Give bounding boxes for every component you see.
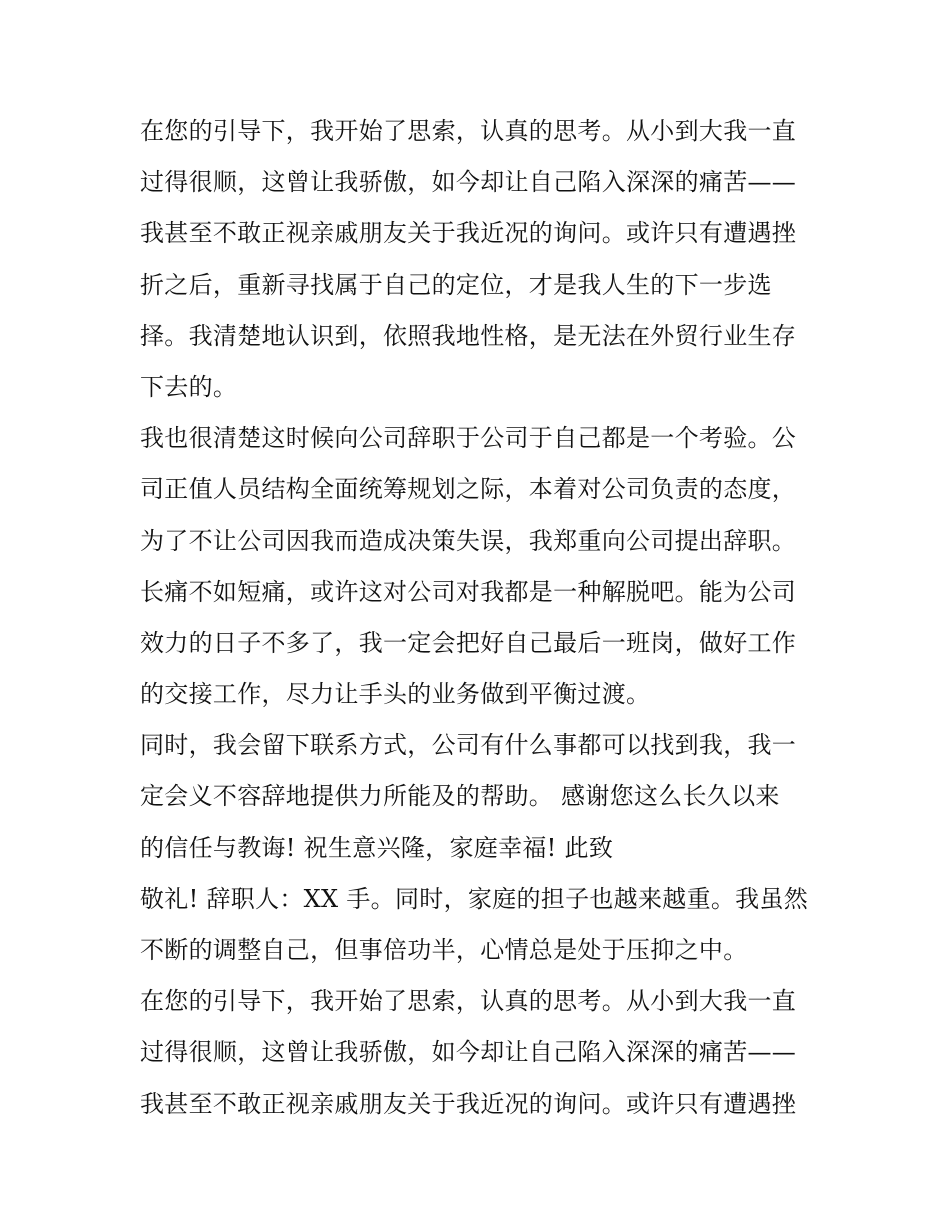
text-line: 效力的日子不多了，我一定会把好自己最后一班岗，做好工作: [140, 628, 797, 657]
text-line: 我也很清楚这时候向公司辞职于公司于自己都是一个考验。公: [140, 424, 797, 453]
text-line: 为了不让公司因我而造成决策失误，我郑重向公司提出辞职。: [140, 526, 797, 555]
text-line: 折之后，重新寻找属于自己的定位，才是我人生的下一步选: [140, 270, 772, 299]
text-line: 过得很顺，这曾让我骄傲，如今却让自己陷入深深的痛苦——: [140, 1038, 797, 1067]
text-line: 的交接工作，尽力让手头的业务做到平衡过渡。: [140, 680, 651, 709]
document-body: [140, 106, 820, 1130]
text-line: 下去的。: [140, 372, 238, 401]
text-line: 过得很顺，这曾让我骄傲，如今却让自己陷入深深的痛苦——: [140, 168, 797, 197]
text-line: 长痛不如短痛，或许这对公司对我都是一种解脱吧。能为公司: [140, 577, 797, 606]
text-line: 定会义不容辞地提供力所能及的帮助。 感谢您这么长久以来: [140, 782, 780, 811]
text-line: 司正值人员结构全面统筹规划之际，本着对公司负责的态度，: [140, 475, 797, 504]
text-line: 我甚至不敢正视亲戚朋友关于我近况的询问。或许只有遭遇挫: [140, 219, 797, 248]
text-line: 敬礼! 辞职人：XX 手。同时，家庭的担子也越来越重。我虽然: [140, 884, 809, 913]
text-line: 的信任与教诲! 祝生意兴隆，家庭幸福! 此致: [140, 833, 614, 862]
text-line: 择。我清楚地认识到，依照我地性格，是无法在外贸行业生存: [140, 321, 797, 350]
text-line: 在您的引导下，我开始了思索，认真的思考。从小到大我一直: [140, 117, 797, 145]
text-line: 同时，我会留下联系方式，公司有什么事都可以找到我，我一: [140, 731, 797, 760]
text-line: 我甚至不敢正视亲戚朋友关于我近况的询问。或许只有遭遇挫: [140, 1089, 797, 1118]
text-line: 不断的调整自己，但事倍功半，心情总是处于压抑之中。: [140, 936, 748, 964]
text-line: 在您的引导下，我开始了思索，认真的思考。从小到大我一直: [140, 987, 797, 1016]
